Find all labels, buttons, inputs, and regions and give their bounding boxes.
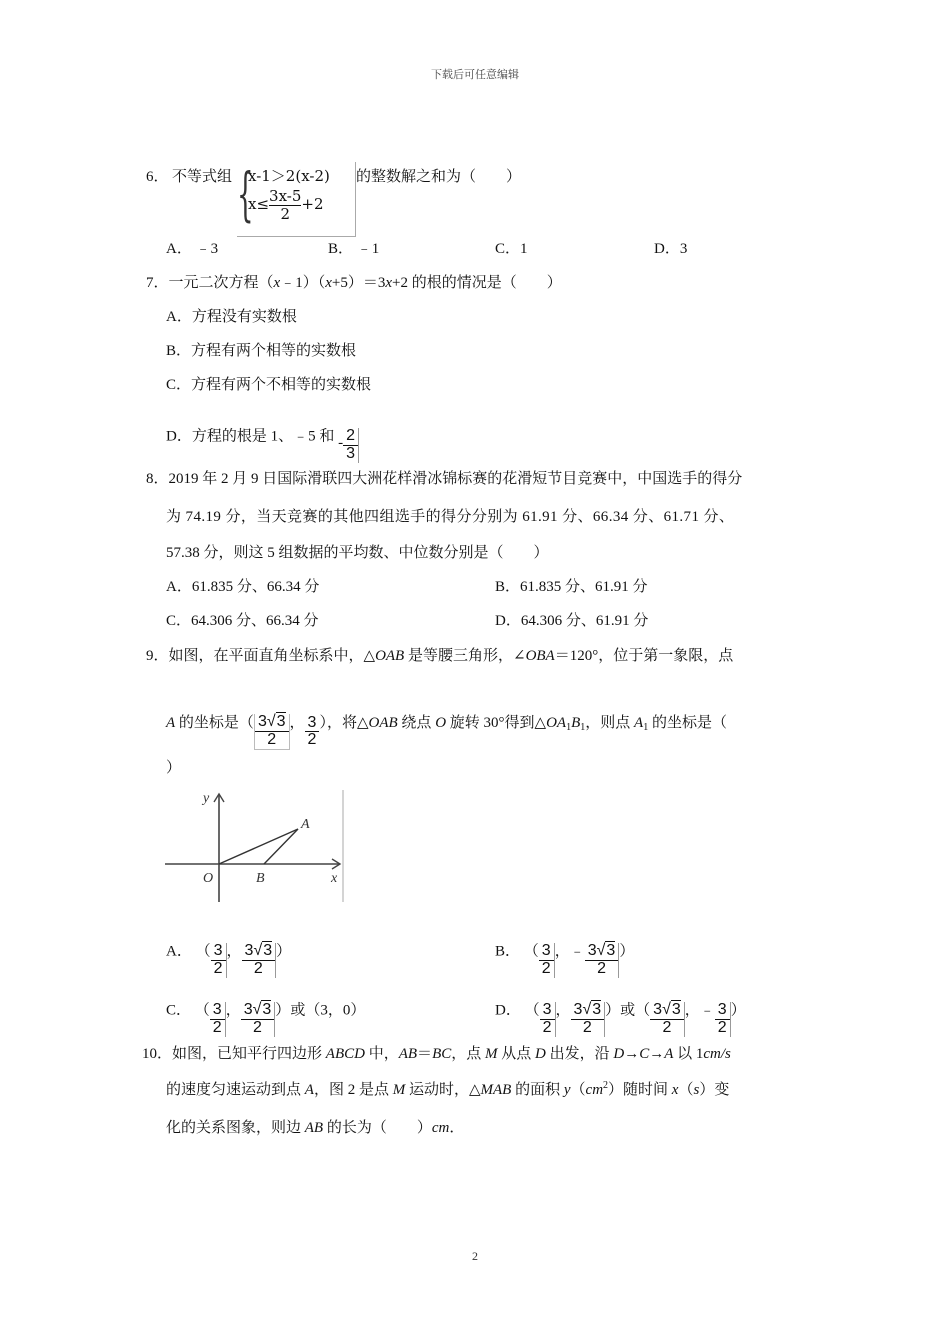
stem-part: ）随时间 — [608, 1082, 672, 1098]
shape-name: ABCD — [325, 1046, 365, 1062]
segment-name: AB — [304, 1120, 324, 1136]
coefficient: 3 — [257, 713, 267, 730]
option-a[interactable] — [166, 575, 319, 596]
paren-close: ） — [275, 1002, 291, 1019]
question-number: 6． — [146, 169, 169, 185]
unit-text: cm — [585, 1082, 604, 1098]
option-text: 61.835 分、61.91 分 — [520, 579, 648, 595]
coefficient: 3 — [653, 1001, 663, 1018]
question-stem-line-3 — [166, 1116, 464, 1137]
comma: ， — [289, 715, 305, 732]
point-name: M — [485, 1046, 498, 1062]
stem-part: ）变 — [699, 1082, 730, 1098]
fraction-numerator: 3 — [211, 943, 226, 961]
path-text: D→C→A — [613, 1046, 674, 1062]
triangle-diagram-icon — [165, 790, 345, 902]
unit-text: cm — [431, 1120, 450, 1136]
option-text: ﹣3 — [195, 241, 219, 257]
stem-part: ＝ — [417, 1046, 433, 1062]
stem-part: 出发，沿 — [545, 1046, 614, 1062]
fraction-numerator: 3 — [715, 1002, 730, 1020]
stem-part: ），将△ — [319, 715, 369, 732]
stem-part: 从点 — [497, 1046, 536, 1062]
question-stem-line-2 — [166, 706, 727, 749]
fraction-x2 — [650, 1002, 685, 1037]
option-label: C． — [166, 613, 192, 629]
inequality-lhs: x≤ — [248, 195, 270, 213]
unit-text: s — [693, 1082, 700, 1098]
option-c[interactable] — [166, 373, 371, 394]
option-text: 61.835 分、66.34 分 — [191, 579, 320, 595]
question-number: 7． — [146, 275, 169, 291]
option-label: D． — [654, 241, 680, 257]
question-stem-suffix: 的整数解之和为（ ） — [356, 169, 522, 185]
fraction-x — [254, 714, 290, 750]
option-label: B． — [328, 241, 354, 257]
option-b[interactable] — [328, 237, 379, 258]
subscript: 1 — [580, 722, 586, 734]
option-text: 方程的根是 1、﹣5 和 — [191, 428, 335, 445]
paren-open: （ — [524, 1002, 540, 1019]
question-stem — [146, 271, 562, 292]
radicand: 3 — [606, 942, 616, 959]
coordinate-figure — [165, 790, 345, 902]
coefficient: 3 — [244, 942, 254, 959]
fraction-denominator: 2 — [717, 1018, 727, 1036]
stem-part: +5）＝3 — [331, 275, 386, 291]
fraction-numerator: 3 — [305, 715, 320, 733]
question-stem-line-1 — [142, 1042, 731, 1063]
option-label: A． — [166, 579, 192, 595]
option-d[interactable] — [495, 994, 746, 1036]
option-label: D． — [166, 428, 192, 445]
minus-sign: - — [338, 434, 344, 451]
comma: ， — [225, 1002, 241, 1019]
paren-open: （ — [523, 943, 539, 960]
stem-part: （ — [570, 1082, 586, 1098]
fraction-numerator — [241, 1002, 275, 1020]
radicand: 3 — [262, 1001, 272, 1018]
option-c[interactable] — [166, 609, 319, 630]
fraction-numerator — [571, 1002, 605, 1020]
triangle-name: OA — [546, 715, 567, 732]
paren-close: ） — [276, 943, 292, 960]
variable-x: x — [671, 1082, 679, 1098]
paren-open: （ — [194, 1002, 210, 1019]
sqrt-icon: √3 — [596, 942, 616, 959]
coefficient: 3 — [587, 942, 597, 959]
point-name: M — [392, 1082, 406, 1098]
stem-part: 的面积 — [511, 1082, 564, 1098]
angle-name: OBA — [525, 648, 555, 664]
option-b[interactable] — [495, 575, 648, 596]
option-text: 方程有两个相等的实数根 — [191, 343, 357, 359]
stem-part: ＝120°，位于第一象限，点 — [554, 648, 734, 664]
segment-name: AB — [398, 1046, 418, 1062]
page-header: 下载后可任意编辑 — [431, 69, 519, 81]
option-label: C． — [166, 1002, 192, 1019]
stem-part: 一元二次方程（ — [168, 275, 274, 291]
triangle-name: OAB — [375, 648, 405, 664]
stem-part: 是等腰三角形，∠ — [404, 648, 526, 664]
sqrt-icon: √3 — [253, 942, 273, 959]
stem-part: 旋转 30°得到△ — [446, 715, 547, 732]
fraction-denominator: 2 — [541, 959, 551, 977]
subscript: 1 — [643, 722, 649, 734]
comma: ， — [555, 1002, 571, 1019]
page-number: 2 — [472, 1249, 478, 1263]
comma: ， — [554, 943, 570, 960]
fraction-x — [539, 943, 555, 978]
fraction-denominator: 2 — [280, 204, 290, 223]
sqrt-icon: √3 — [266, 713, 286, 730]
fraction-x — [211, 943, 227, 978]
question-stem-line-2b — [166, 1078, 729, 1099]
stem-part: 的坐标是（ — [648, 715, 727, 732]
radicand: 3 — [671, 1001, 681, 1018]
fraction-denominator: 2 — [253, 1018, 262, 1036]
stem-part: 化的关系图象，则边 — [166, 1120, 305, 1136]
fraction-numerator — [255, 714, 289, 732]
x-axis-label: x — [331, 871, 338, 886]
comma: ， — [684, 1002, 700, 1019]
radicand: 3 — [276, 713, 286, 730]
question-number: 10． — [142, 1046, 173, 1062]
option-label: A． — [166, 943, 192, 960]
fraction-x — [540, 1002, 556, 1037]
option-label: B． — [495, 579, 521, 595]
stem-part: 以 1 — [673, 1046, 704, 1062]
option-label: D． — [495, 613, 521, 629]
option-a[interactable] — [166, 305, 297, 326]
fraction-denominator: 2 — [662, 1018, 672, 1036]
y-axis-label: y — [203, 791, 210, 806]
fraction-denominator: 2 — [582, 1018, 592, 1036]
option-label: B． — [495, 943, 521, 960]
fraction-denominator: 2 — [267, 730, 277, 748]
sqrt-icon: √3 — [252, 1001, 272, 1018]
stem-part: （ — [678, 1082, 694, 1098]
paren-close: ） — [730, 1002, 746, 1019]
fraction-numerator: 2 — [343, 428, 358, 446]
question-stem-line-1 — [146, 467, 742, 488]
unit-text: cm/s — [703, 1046, 731, 1062]
fraction-y2 — [715, 1002, 731, 1037]
question-number: 9． — [146, 648, 169, 664]
stem-part: ． — [449, 1120, 465, 1136]
point-name: A — [634, 715, 644, 732]
option-label: A． — [166, 309, 192, 325]
point-name: O — [435, 715, 447, 732]
stem-part: 中， — [364, 1046, 399, 1062]
fraction-y — [571, 1002, 606, 1037]
stem-part: ，图 2 是点 — [313, 1082, 393, 1098]
fraction-numerator — [242, 943, 276, 961]
option-text: 方程没有实数根 — [191, 309, 297, 325]
option-extra: 或（3，0） — [290, 1002, 366, 1019]
variable-x: x — [325, 275, 332, 291]
stem-part: 运动时，△ — [405, 1082, 481, 1098]
option-b[interactable] — [495, 935, 635, 977]
option-label: C． — [495, 241, 521, 257]
fraction-y — [241, 1002, 276, 1037]
option-b[interactable] — [166, 339, 356, 360]
radicand: 3 — [263, 942, 273, 959]
radicand: 3 — [592, 1001, 602, 1018]
option-text: 方程有两个不相等的实数根 — [191, 377, 372, 393]
paren-close: ） — [619, 943, 635, 960]
fraction-y — [585, 943, 620, 978]
paren-close: ） — [605, 1002, 621, 1019]
brace-icon: { — [237, 160, 254, 228]
stem-part: ，点 — [451, 1046, 485, 1062]
sqrt-icon: √3 — [662, 1001, 681, 1018]
triangle-name: MAB — [480, 1082, 512, 1098]
stem-part: ﹣1）（ — [280, 275, 326, 291]
option-label: A． — [166, 241, 192, 257]
fraction-numerator: 3 — [210, 1002, 225, 1020]
coefficient: 3 — [243, 1001, 253, 1018]
question-stem-line-3: 57.38 分，则这 5 组数据的平均数、中位数分别是（ ） — [166, 545, 549, 561]
option-a[interactable] — [166, 935, 292, 977]
triangle-name: OAB — [368, 715, 398, 732]
variable-x: x — [385, 275, 393, 291]
option-text: 64.306 分、66.34 分 — [191, 613, 319, 629]
stem-part: +2 的根的情况是（ ） — [392, 275, 562, 291]
comma: ， — [226, 943, 242, 960]
point-name: A — [166, 715, 176, 732]
question-stem-line-2: 为 74.19 分，当天竞赛的其他四组选手的得分分别为 61.91 分、66.34 分、61.71 分、 — [166, 509, 735, 525]
sqrt-icon: √3 — [582, 1001, 602, 1018]
option-d[interactable] — [495, 609, 648, 630]
question-number: 8． — [146, 471, 169, 487]
minus-sign: ﹣ — [569, 943, 585, 960]
stem-text: 2019 年 2 月 9 日国际滑联四大洲花样滑冰锦标赛的花滑短节目竞赛中，中国选手的得分 — [168, 471, 743, 487]
option-text: 3 — [679, 241, 688, 257]
inequality-line-1: x-1＞2(x-2) — [248, 167, 330, 185]
fraction-numerator — [650, 1002, 684, 1020]
inequality-system — [237, 162, 356, 237]
fraction-denominator: 2 — [542, 1018, 552, 1036]
option-label: D． — [495, 1002, 521, 1019]
option-label: B． — [166, 343, 192, 359]
fraction-denominator: 2 — [253, 959, 263, 977]
fraction — [269, 188, 301, 222]
minus-sign: ﹣ — [699, 1002, 715, 1019]
variable-y: y — [563, 1082, 571, 1098]
fraction-denominator: 3 — [346, 444, 356, 462]
point-a-label: A — [301, 817, 310, 832]
fraction — [343, 428, 359, 463]
paren-open: （ — [195, 943, 211, 960]
point-name: D — [535, 1046, 546, 1062]
inequality-tail: +2 — [301, 195, 324, 213]
fraction-denominator: 2 — [307, 731, 317, 749]
option-d[interactable] — [166, 420, 359, 462]
or-text: 或（ — [620, 1002, 651, 1019]
fraction-y — [305, 715, 320, 750]
question-stem-line-1 — [146, 644, 733, 665]
subscript: 1 — [566, 722, 572, 734]
stem-part: 的速度匀速运动到点 — [166, 1082, 305, 1098]
fraction-y — [242, 943, 277, 978]
superscript: 2 — [603, 1080, 609, 1091]
option-a[interactable] — [166, 237, 218, 258]
origin-label: O — [203, 871, 214, 886]
fraction-denominator: 2 — [597, 959, 606, 977]
stem-part: 绕点 — [397, 715, 436, 732]
option-text: 64.306 分、61.91 分 — [520, 613, 649, 629]
inequality-line-2 — [248, 188, 324, 222]
stem-part: ，则点 — [585, 715, 635, 732]
stem-part: 如图，在平面直角坐标系中，△ — [168, 648, 376, 664]
fraction-numerator: 3 — [539, 943, 554, 961]
coefficient: 3 — [573, 1001, 583, 1018]
variable-x: x — [273, 275, 281, 291]
fraction-numerator: 3x-5 — [269, 187, 302, 205]
point-b-label: B — [256, 871, 265, 886]
fraction-numerator: 3 — [540, 1002, 555, 1020]
stem-part: 的坐标是（ — [175, 715, 254, 732]
stem-part: 如图，已知平行四边形 — [172, 1046, 326, 1062]
option-c[interactable] — [495, 237, 528, 258]
question-stem: 不等式组 — [172, 169, 233, 185]
fraction-denominator: 2 — [212, 1018, 222, 1036]
fraction-x — [210, 1002, 226, 1037]
question-stem-line-3: ） — [166, 760, 182, 776]
fraction-denominator: 2 — [213, 959, 223, 977]
fraction-numerator — [585, 943, 619, 961]
option-d[interactable] — [654, 237, 687, 258]
option-text: ﹣1 — [356, 241, 380, 257]
segment-name: BC — [432, 1046, 452, 1062]
point-name: B — [571, 715, 581, 732]
option-text: 1 — [520, 241, 528, 257]
stem-part: 的长为（ ） — [323, 1120, 432, 1136]
option-label: C． — [166, 377, 192, 393]
point-name: A — [304, 1082, 314, 1098]
option-c[interactable] — [166, 994, 366, 1036]
